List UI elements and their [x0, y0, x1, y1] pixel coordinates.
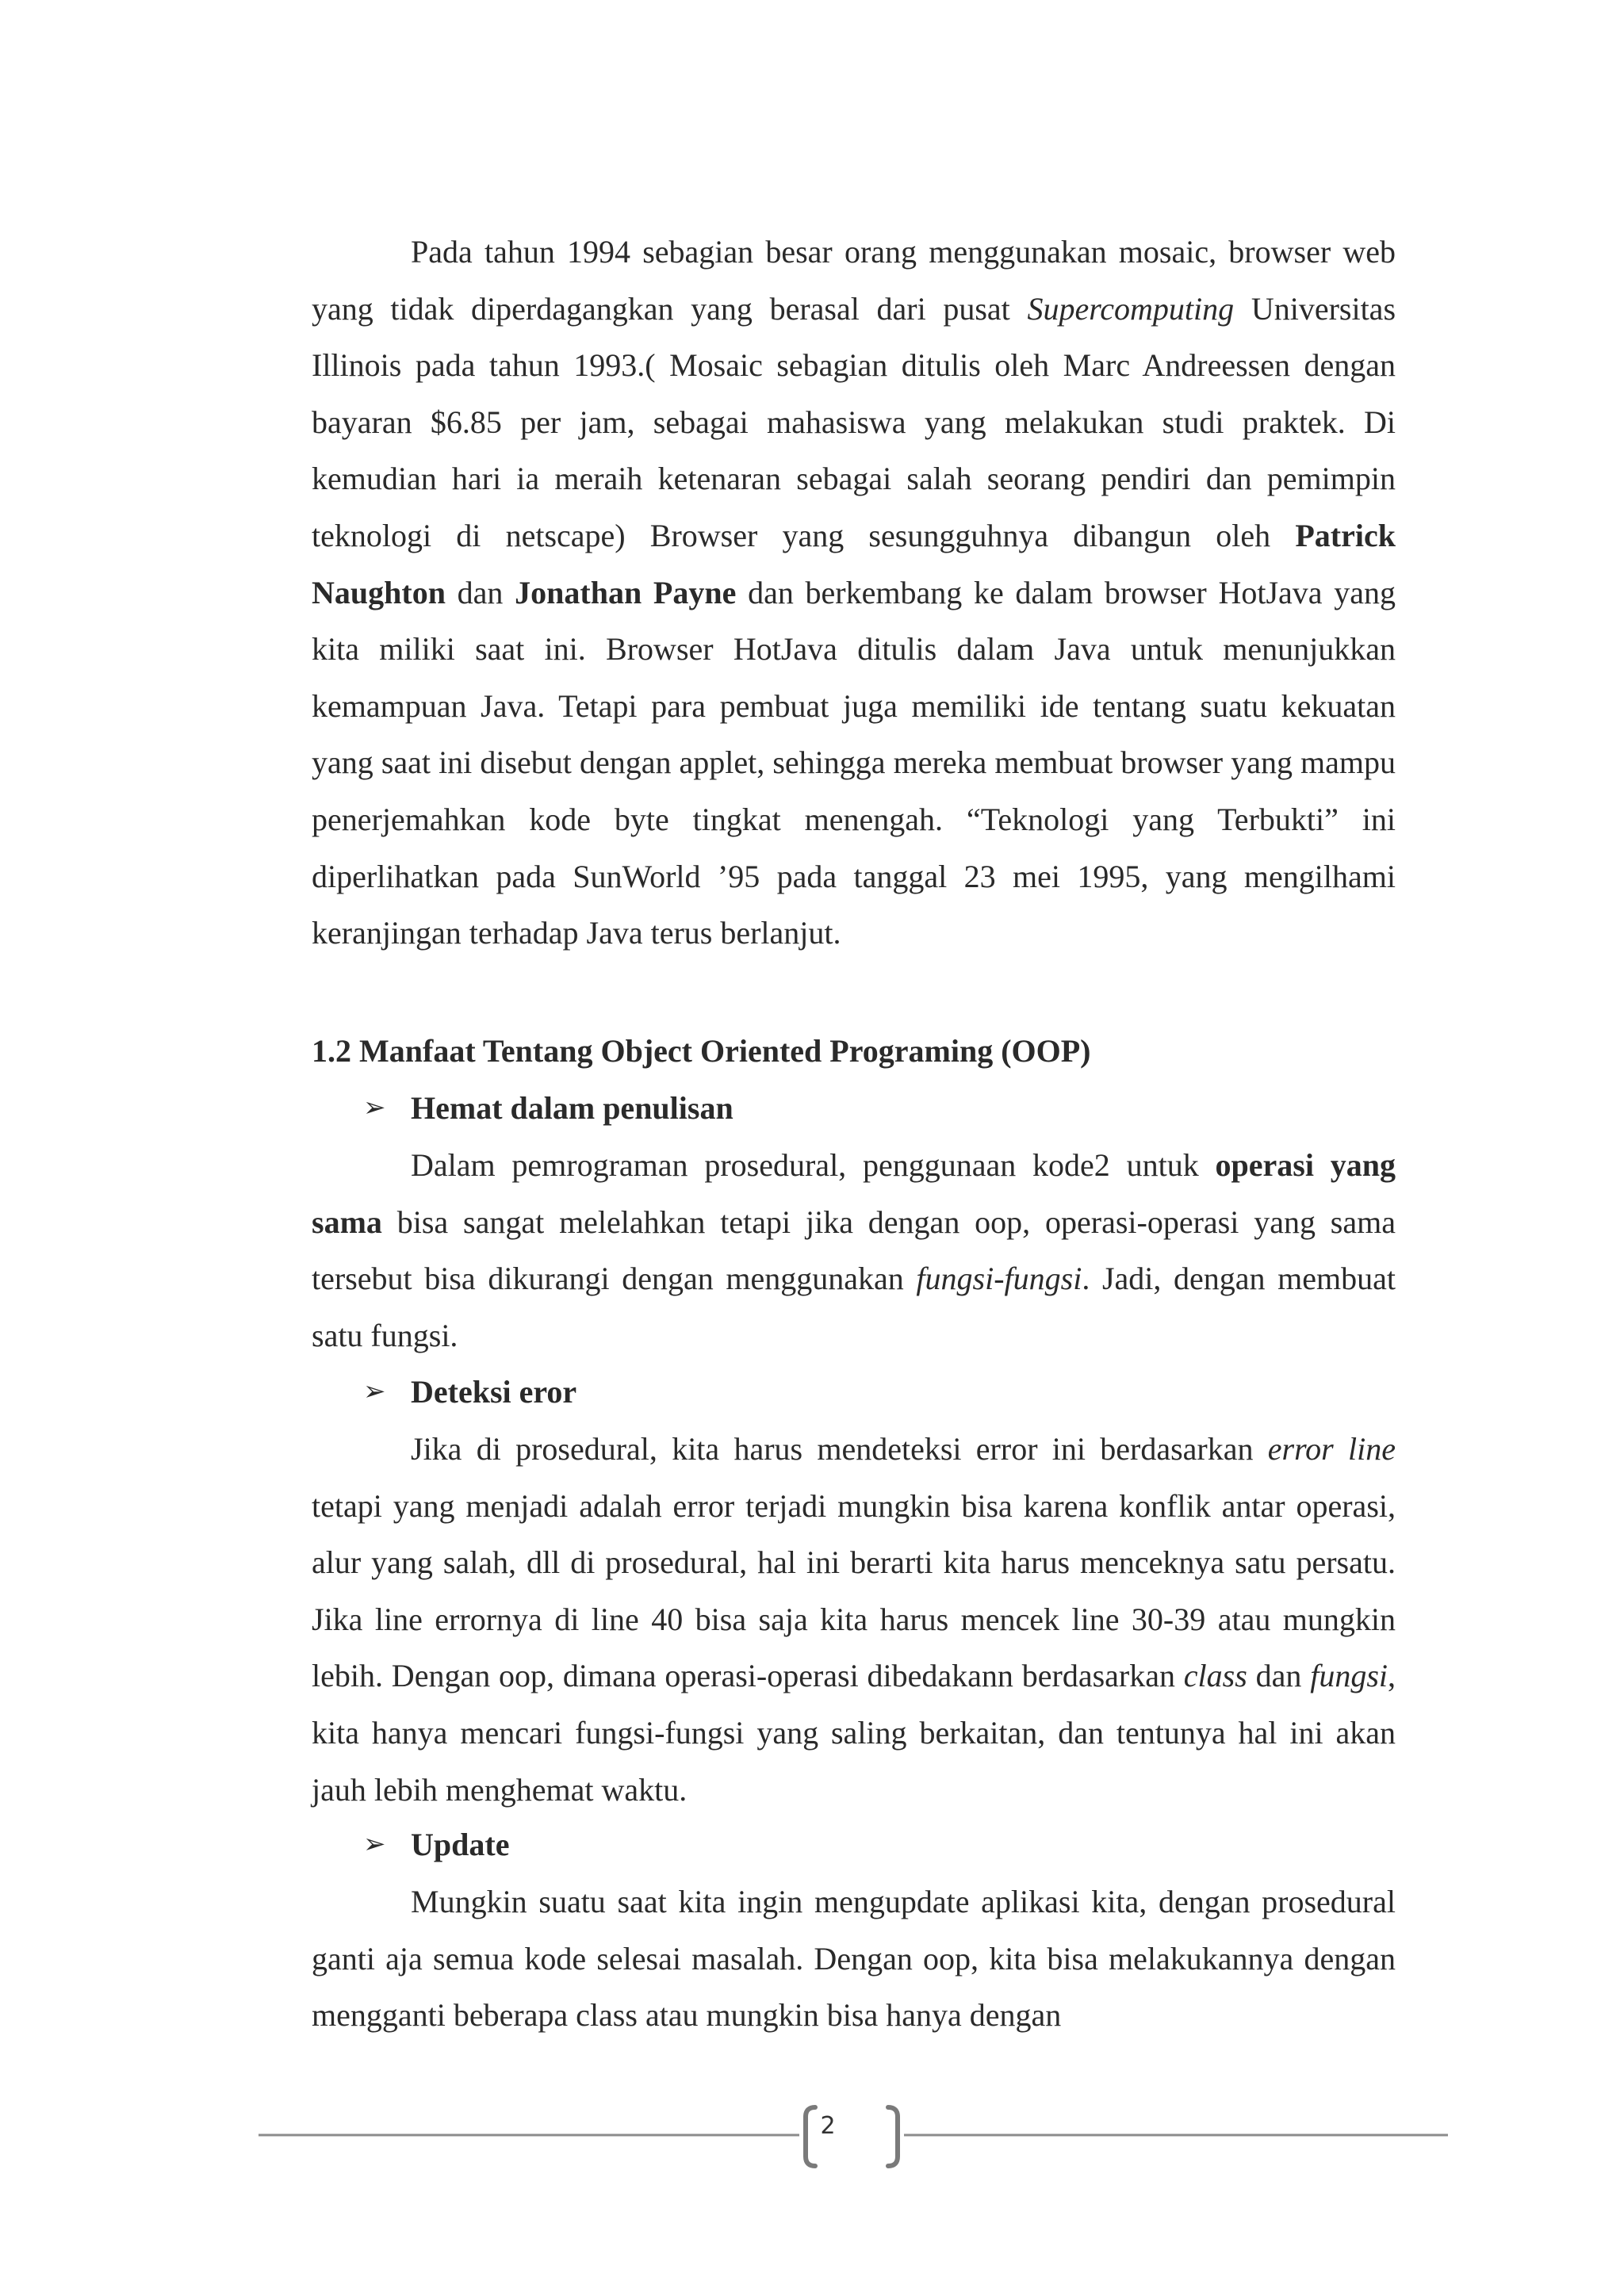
bullet-heading-update [363, 1816, 509, 1873]
bullet-title: Hemat dalam penulisan [411, 1090, 733, 1126]
bullet-title: Deteksi eror [411, 1374, 577, 1410]
italic-term-error-line: error line [1267, 1431, 1396, 1467]
bullet-heading-deteksi [363, 1364, 576, 1421]
paragraph-deteksi-text [312, 1421, 1396, 1818]
bullet-heading-hemat [363, 1080, 733, 1137]
text-segment: Mungkin suatu saat kita ingin mengupdate aplikasi kita, dengan prosedural ganti aja semua kode selesai masalah. Dengan oop, kita bisa melakukannya dengan mengganti beberapa class atau mungkin bisa hanya dengan [312, 1884, 1396, 2034]
arrowhead-bullet-icon: ➢ [363, 1828, 386, 1860]
text-segment: dan berkembang ke dalam browser HotJava yang kita miliki saat ini. Browser HotJava ditulis dalam Java untuk menunjukkan kemampuan Java. Tetapi para pembuat juga memiliki ide tentang suatu kekuatan yang saat ini disebut dengan applet, sehingga mereka membuat browser yang mampu penerjemahkan kode byte tingkat menengah. “Teknologi yang Terbukti” ini diperlihatkan pada SunWorld ’95 pada tanggal 23 mei 1995, yang mengilhami keranjingan terhadap Java terus berlanjut. [312, 574, 1396, 951]
paragraph-hemat [312, 1137, 1396, 1364]
paragraph-update [312, 1873, 1396, 2044]
bold-name-jonathan-payne: Jonathan Payne [515, 574, 737, 610]
italic-term-fungsi-fungsi: fungsi-fungsi [916, 1261, 1082, 1297]
text-segment: Universitas Illinois pada tahun 1993.( Mosaic sebagian ditulis oleh Marc Andreessen dengan bayaran $6.85 per jam, sebagai mahasiswa yang melakukan studi praktek. Di kemudian hari ia meraih ketenaran sebagai salah seorang pendiri dan pemimpin teknologi di netscape) Browser yang sesungguhnya dibangun oleh [312, 290, 1396, 553]
text-segment: tetapi yang menjadi adalah error terjadi mungkin bisa karena konflik antar operasi, alur yang salah, dll di prosedural, hal ini berarti kita harus menceknya satu persatu. Jika line errornya di line 40 bisa saja kita harus mencek line 30-39 atau mungkin lebih. Dengan oop, dimana operasi-operasi dibedakann berdasarkan [312, 1487, 1396, 1694]
text-segment: bisa sangat melelahkan tetapi jika dengan oop, operasi-operasi yang sama tersebut bisa dikurangi dengan menggunakan [312, 1203, 1396, 1297]
text-segment: Pada tahun 1994 sebagian besar orang menggunakan mosaic, browser web yang tidak diperdagangkan yang berasal dari pusat [312, 234, 1396, 327]
text-segment: , kita hanya mencari fungsi-fungsi yang saling berkaitan, dan tentunya hal ini akan jauh lebih menghemat waktu. [312, 1658, 1396, 1808]
bullet-title: Update [411, 1827, 510, 1862]
text-segment: Jika di prosedural, kita harus mendeteksi error ini berdasarkan [411, 1431, 1268, 1467]
right-bracket-icon [888, 2107, 898, 2166]
paragraph-hemat-text [312, 1137, 1396, 1364]
page-number: 2 [820, 2112, 836, 2140]
bold-term-operasi-yang-sama: operasi yang sama [312, 1147, 1396, 1240]
arrowhead-bullet-icon: ➢ [363, 1092, 386, 1123]
bold-name-patrick-naughton: Patrick Naughton [312, 517, 1396, 610]
text-segment: . Jadi, dengan membuat satu fungsi. [312, 1261, 1396, 1353]
paragraph-mosaic-history [312, 224, 1396, 962]
paragraph-history [312, 224, 1396, 962]
text-segment: dan [1247, 1658, 1311, 1694]
italic-term-class: class [1183, 1658, 1247, 1694]
text-segment: dan [445, 574, 515, 610]
paragraph-deteksi [312, 1421, 1396, 1818]
section-heading: 1.2 Manfaat Tentang Object Oriented Programing (OOP) [312, 1033, 1091, 1069]
italic-term-supercomputing: Supercomputing [1027, 290, 1235, 327]
italic-term-fungsi: fungsi [1310, 1658, 1388, 1694]
arrowhead-bullet-icon: ➢ [363, 1376, 386, 1407]
text-segment: Dalam pemrograman prosedural, penggunaan kode2 untuk [411, 1147, 1216, 1183]
paragraph-update-text [312, 1873, 1396, 2044]
